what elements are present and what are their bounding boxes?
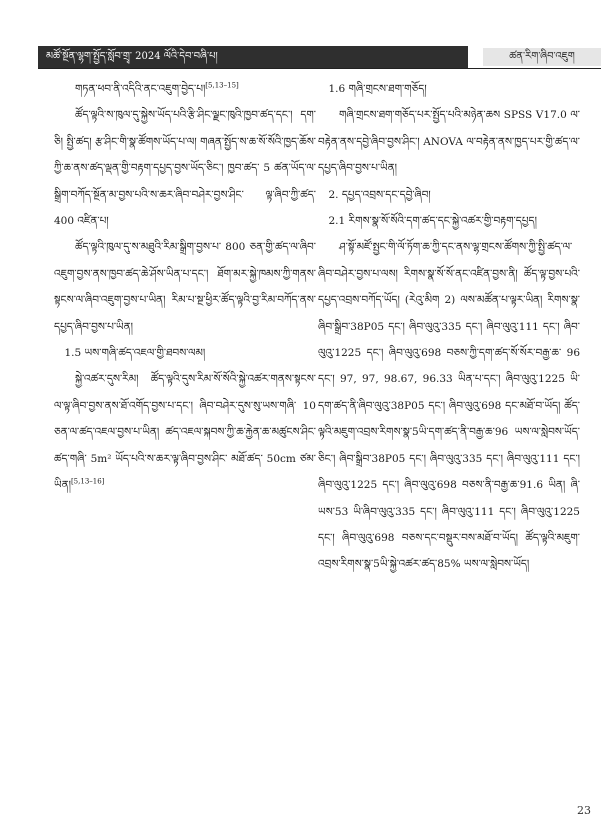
section-heading: [54, 340, 316, 366]
paragraph-text: 1.5 ཡས་གཞི་ཚད་འཇལ་གྱི་ཐབས་ལམ།: [64, 347, 206, 360]
page-number: 23: [577, 804, 591, 817]
paragraph-text: 2. དཔྱད་འབྲས་དང་དབྱེ་ཞིབ།: [328, 188, 431, 201]
paragraph-text: གཏན་ཕབ་ནི་འདིའི་ནང་འཇུག་བྱེད་པ།: [75, 83, 206, 95]
paragraph-text: ཚོད་ལྟའི་ཁུལ་དུ་ས་མཐུའི་རིམ་སྒྲིག་བྱས་པ་ 800 ཅན་གྱི་ཚད་ལ་ཞིབ་འཇུག་བྱས་ནས་ཁྱབ་ཚད་ཆེ་ཤོས་ཡིན་པ་དང་། ཐོག་མར་སྐྱེ་ཁམས་ཀྱི་གནས་སྟངས་ལ་ཞིབ་འཇུག་བྱས་པ་ཡིན། རིམ་པ་སྔ་ཕྱིར་ཚོད་ལྟའི་བྱ་རིམ་བཀོད་ནས་དཔྱད་ཞིབ་བྱས་པ་ཡིན།: [54, 241, 316, 333]
paragraph-text: ཚོད་ལྟའི་ས་ཁུལ་དུ་སྐྱེས་ཡོད་པའི་རྩི་ཤིང་ལྗང་ཁུའི་ཁྱབ་ཚད་དང་། དག་ཅི། སྤྱི་ཚད། རྩ་ཤིང་གི་སྣ་ཚོགས་ཡོད་པ་ལ། གཞན་སྤྱོད་ས་ཆ་སོ་སོའི་ཁྱད་ཆོས་ཀྱི་ཆ་ནས་ཚད་ལྡན་གྱི་བརྟག་དཔྱད་བྱས་ཡོད་ཅིང་། ཁྱབ་ཚད་ 5 ཚན་ཡོད་ལ་སྒྲིག་བཀོད་སྔོན་མ་བྱས་པའི་ས་ཆར་ཞིབ་བཤེར་བྱས་ཤིང་ ལྟ་ཞིབ་ཀྱི་ཚད་ 400 འཛིན་པ།: [54, 109, 316, 228]
body-paragraph: [318, 102, 580, 181]
body-paragraph: [54, 102, 316, 234]
paragraph-text: ཤ་སྟོ་མཛོ་སྤྱང་གི་ལོ་ཏོག་ཆ་ཀྱི་དང་ནས་ལྷ་གྲངས་ཚོགས་ཀྱི་སྤྱི་ཚད་ལ་ཞིབ་བཤེར་བྱས་པ་ལས། རིགས་སྣ་སོ་སོ་ནང་འཛིན་བྱས་ནི། ཚོད་ལྟ་བྱས་པའི་དཔྱད་འབྲས་བཀོད་ཡོད། (རེའུ་མིག 2) ལས་མཚོན་པ་ལྟར་ཡིན། རིགས་སྣ་ཞིབ་སྒྲིབ་38P05 དང་། ཞིབ་ལུའུ་335 དང་། ཞིབ་ལུའུ་111 དང་། ཞིབ་ལུའུ་1225 དང་། ཞིབ་ལུའུ་698 བཅས་ཀྱི་དག་ཚད་སོ་སོར་བརྒྱ་ཆ་ 96 དང་། 97, 97, 98.67, 96.33 ཡིན་པ་དང་། ཞིབ་ལུའུ་1225 ཡི་དག་ཚད་ནི་ཞིབ་ལུའུ་38P05 དང་། ཞིབ་ལུའུ་698 དང་མཐོ་བ་ཡོད། ཚོད་ལྟའི་མཇུག་འབྲས་རིགས་སྣ་5ཡི་དག་ཚད་ནི་བརྒྱ་ཆ་96 ཡས་ལ་སླེབས་ཡོད་ཅིང་། ཞིབ་སྒྲིབ་38P05 དང་། ཞིབ་ལུའུ་335 དང་། ཞིབ་ལུའུ་111 དང་། ཞིབ་ལུའུ་1225 དང་། ཞིབ་ལུའུ་698 བཅས་ནི་བརྒྱ་ཆ་91.6 ཡིན། ཞི་ཡས་53 ཡི་ཞིབ་ལུའུ་335 དང་། ཞིབ་ལུའུ་111 དང་། ཞིབ་ལུའུ་1225 དང་། ཞིབ་ལུའུ་698 བཅས་དང་བསྡུར་བས་མཐོ་བ་ཡོད། ཚོད་ལྟའི་མཇུག་འབྲས་རིགས་སྣ་5ཡི་སྐྱེ་འཚར་ཚད་85% ཡས་ལ་སླེབས་ཡོད།: [318, 241, 580, 571]
body-paragraph: [54, 234, 316, 340]
citation-ref: [5,13–16]: [70, 477, 105, 486]
paragraph-text: གཞི་གྲངས་ཐག་གཅོད་པར་སྤྱོད་པའི་མཉེན་ཆས SPSS V17.0 ལ་བརྟེན་ནས་དབྱེ་ཞིབ་བྱས་ཤིང་། ANOVA ལ་བརྟེན་ནས་ཁྱད་པར་གྱི་ཚད་ལ་དཔྱད་ཞིབ་བྱས་པ་ཡིན།: [318, 109, 580, 175]
section-heading: [318, 208, 580, 234]
right-column: [318, 76, 580, 776]
paragraph-text: 1.6 གཞི་གྲངས་ཐག་གཅོད།: [328, 83, 427, 95]
paragraph-text: 2.1 རིགས་སྣ་སོ་སོའི་དག་ཚད་དང་སྐྱེ་འཚར་གྱི་བརྟག་དཔྱད།: [328, 215, 537, 228]
running-header: [38, 46, 601, 69]
left-column: [54, 76, 316, 776]
journal-title: མཚོ་སྔོན་ལྷག་སྤྱོད་སློབ་གྲྭ་ 2024 ལོའི་དེབ་བཞི་པ།: [38, 46, 468, 68]
citation-ref: [5,13–15]: [205, 81, 239, 90]
section-heading: [318, 182, 580, 208]
section-heading: [318, 76, 580, 102]
section-label: ཚན་རིག་ཞིབ་འཇུག: [483, 48, 601, 66]
body-paragraph: [54, 366, 316, 498]
paragraph-text: སྐྱེ་འཚར་དུས་རིམ། ཚོད་ལྟའི་དུས་རིམ་སོ་སོའི་སྐྱེ་འཚར་གནས་སྟངས་ལ་ལྟ་ཞིབ་བྱས་ནས་ཐོ་འགོད་བྱས་པ་དང་། ཞིབ་བཤེར་དུས་སུ་ཡས་གཞི་ 10 ཅན་ལ་ཚད་འཇལ་བྱས་པ་ཡིན། ཚད་འཇལ་སྐབས་ཀྱི་ཆ་རྐྱེན་ཆ་མཚུངས་ཤིང་ཚད་གཞི་ 5m² ཡོད་པའི་ས་ཆར་ལྟ་ཞིབ་བྱས་ཤིང་ མཐོ་ཚད་ 50cm ཙམ་ཡིན།: [54, 373, 316, 492]
body-paragraph: [54, 76, 316, 102]
body-paragraph: [318, 234, 580, 577]
